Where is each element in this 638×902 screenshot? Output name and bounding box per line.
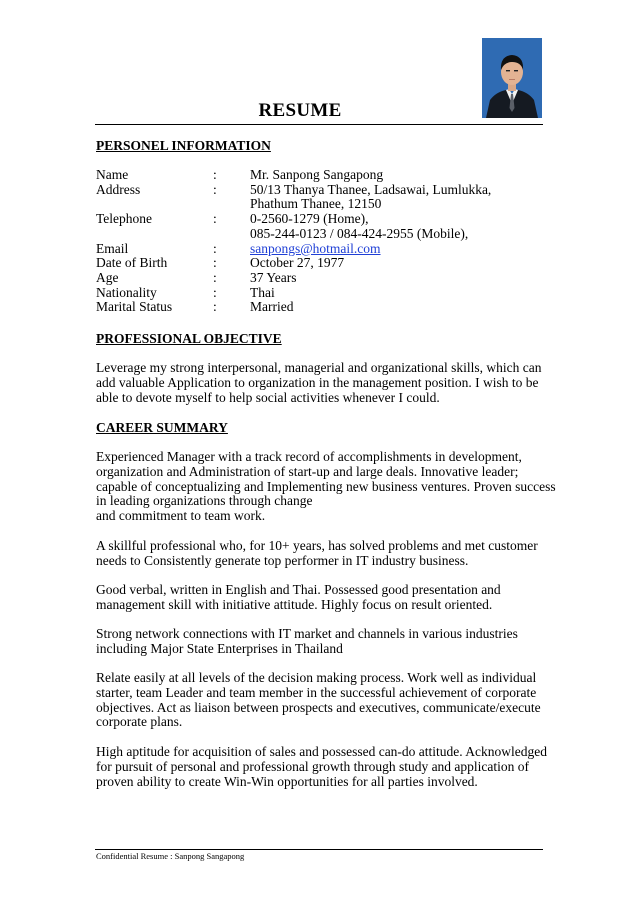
info-label: Date of Birth bbox=[96, 255, 168, 271]
info-colon: : bbox=[213, 240, 217, 256]
info-value-line: 50/13 Thanya Thanee, Ladsawai, Lumlukka, bbox=[250, 181, 492, 197]
info-value-line: Mr. Sanpong Sangapong bbox=[250, 167, 384, 182]
info-value bbox=[250, 300, 550, 315]
personal-info-heading: PERSONEL INFORMATION bbox=[96, 138, 271, 153]
text-line: needs to Consistently generate top performer in IT industry business. bbox=[96, 552, 469, 568]
page-footer: Confidential Resume : Sanpong Sangapong bbox=[96, 851, 245, 861]
page-title: RESUME bbox=[258, 100, 342, 121]
objective-heading: PROFESSIONAL OBJECTIVE bbox=[96, 331, 282, 346]
text-line: for pursuit of personal and professional growth through study and application of bbox=[96, 758, 530, 774]
info-value-line: Phathum Thanee, 12150 bbox=[250, 196, 382, 212]
text-line: objectives. Act as liaison between prospects and executives, communicate/execute bbox=[96, 699, 541, 715]
info-label: Address bbox=[96, 181, 141, 197]
career-paragraph-3 bbox=[96, 583, 546, 613]
info-row-address bbox=[96, 183, 550, 212]
text-line: High aptitude for acquisition of sales and possessed can-do attitude. Acknowledged bbox=[96, 744, 548, 759]
info-label: Nationality bbox=[96, 284, 157, 300]
info-value-line: Married bbox=[250, 299, 294, 315]
info-value-line: Thai bbox=[250, 284, 275, 300]
text-line: A skillful professional who, for 10+ years, has solved problems and met customer bbox=[96, 538, 538, 553]
info-row-dob bbox=[96, 256, 550, 271]
text-line: capable of conceptualizing and Implementing new business ventures. Proven success bbox=[96, 478, 556, 494]
text-line: corporate plans. bbox=[96, 714, 183, 730]
info-label: Marital Status bbox=[96, 299, 173, 315]
text-line: starter, team Leader and team member in the successful achievement of corporate bbox=[96, 684, 537, 700]
info-label: Email bbox=[96, 240, 129, 256]
text-line: in leading organizations through change bbox=[96, 493, 313, 509]
info-colon: : bbox=[213, 269, 217, 285]
text-line: Strong network connections with IT market and channels in various industries bbox=[96, 626, 518, 641]
info-row-telephone bbox=[96, 212, 550, 241]
info-value-line: 085-244-0123 / 084-424-2955 (Mobile), bbox=[250, 225, 469, 241]
info-row-email bbox=[96, 242, 550, 257]
info-value-line: 0-2560-1279 (Home), bbox=[250, 211, 369, 227]
info-colon: : bbox=[213, 255, 217, 271]
text-line: proven ability to create Win-Win opportunities for all parties involved. bbox=[96, 773, 478, 789]
text-line: Leverage my strong interpersonal, managerial and organizational skills, which can bbox=[96, 360, 542, 375]
text-line: able to devote myself to help social activities whenever I could. bbox=[96, 389, 440, 405]
objective-paragraph bbox=[96, 361, 546, 405]
career-paragraph-4 bbox=[96, 627, 546, 657]
info-row-marital-status bbox=[96, 300, 550, 315]
info-value-line: 37 Years bbox=[250, 269, 297, 285]
text-line: add valuable Application to organization in the management position. I wish to be bbox=[96, 374, 539, 390]
info-colon: : bbox=[213, 211, 217, 227]
title-divider bbox=[95, 124, 543, 125]
info-value bbox=[250, 242, 550, 257]
info-colon: : bbox=[213, 284, 217, 300]
text-line: management skill with initiative attitude. Highly focus on result oriented. bbox=[96, 596, 493, 612]
info-row-age bbox=[96, 271, 550, 286]
info-colon: : bbox=[213, 299, 217, 315]
career-paragraph-1 bbox=[96, 449, 556, 524]
info-value bbox=[250, 256, 550, 271]
info-colon: : bbox=[213, 181, 217, 197]
info-colon: : bbox=[213, 167, 217, 182]
info-label: Name bbox=[96, 167, 129, 182]
text-line: Good verbal, written in English and Thai. Possessed good presentation and bbox=[96, 582, 501, 597]
info-value bbox=[250, 183, 550, 212]
career-summary-heading: CAREER SUMMARY bbox=[96, 420, 228, 435]
text-line: including Major State Enterprises in Thailand bbox=[96, 640, 343, 656]
info-label: Telephone bbox=[96, 211, 153, 227]
info-value-line: October 27, 1977 bbox=[250, 255, 345, 271]
career-paragraph-2 bbox=[96, 539, 546, 569]
info-row-nationality bbox=[96, 286, 550, 301]
career-paragraph-6 bbox=[96, 745, 546, 789]
info-value bbox=[250, 168, 550, 183]
text-line: and commitment to team work. bbox=[96, 508, 266, 524]
text-line: organization and Administration of start-up and large deals. Innovative leader; bbox=[96, 463, 519, 479]
text-line: Relate easily at all levels of the decision making process. Work well as individual bbox=[96, 670, 537, 685]
info-row-name bbox=[96, 168, 550, 183]
personal-info-table bbox=[96, 168, 550, 315]
info-value bbox=[250, 271, 550, 286]
footer-divider bbox=[95, 849, 543, 850]
info-value bbox=[250, 286, 550, 301]
email-link[interactable]: sanpongs@hotmail.com bbox=[250, 240, 381, 256]
text-line: Experienced Manager with a track record of accomplishments in development, bbox=[96, 449, 522, 464]
info-label: Age bbox=[96, 269, 119, 285]
info-value bbox=[250, 212, 550, 241]
career-paragraph-5 bbox=[96, 671, 546, 730]
